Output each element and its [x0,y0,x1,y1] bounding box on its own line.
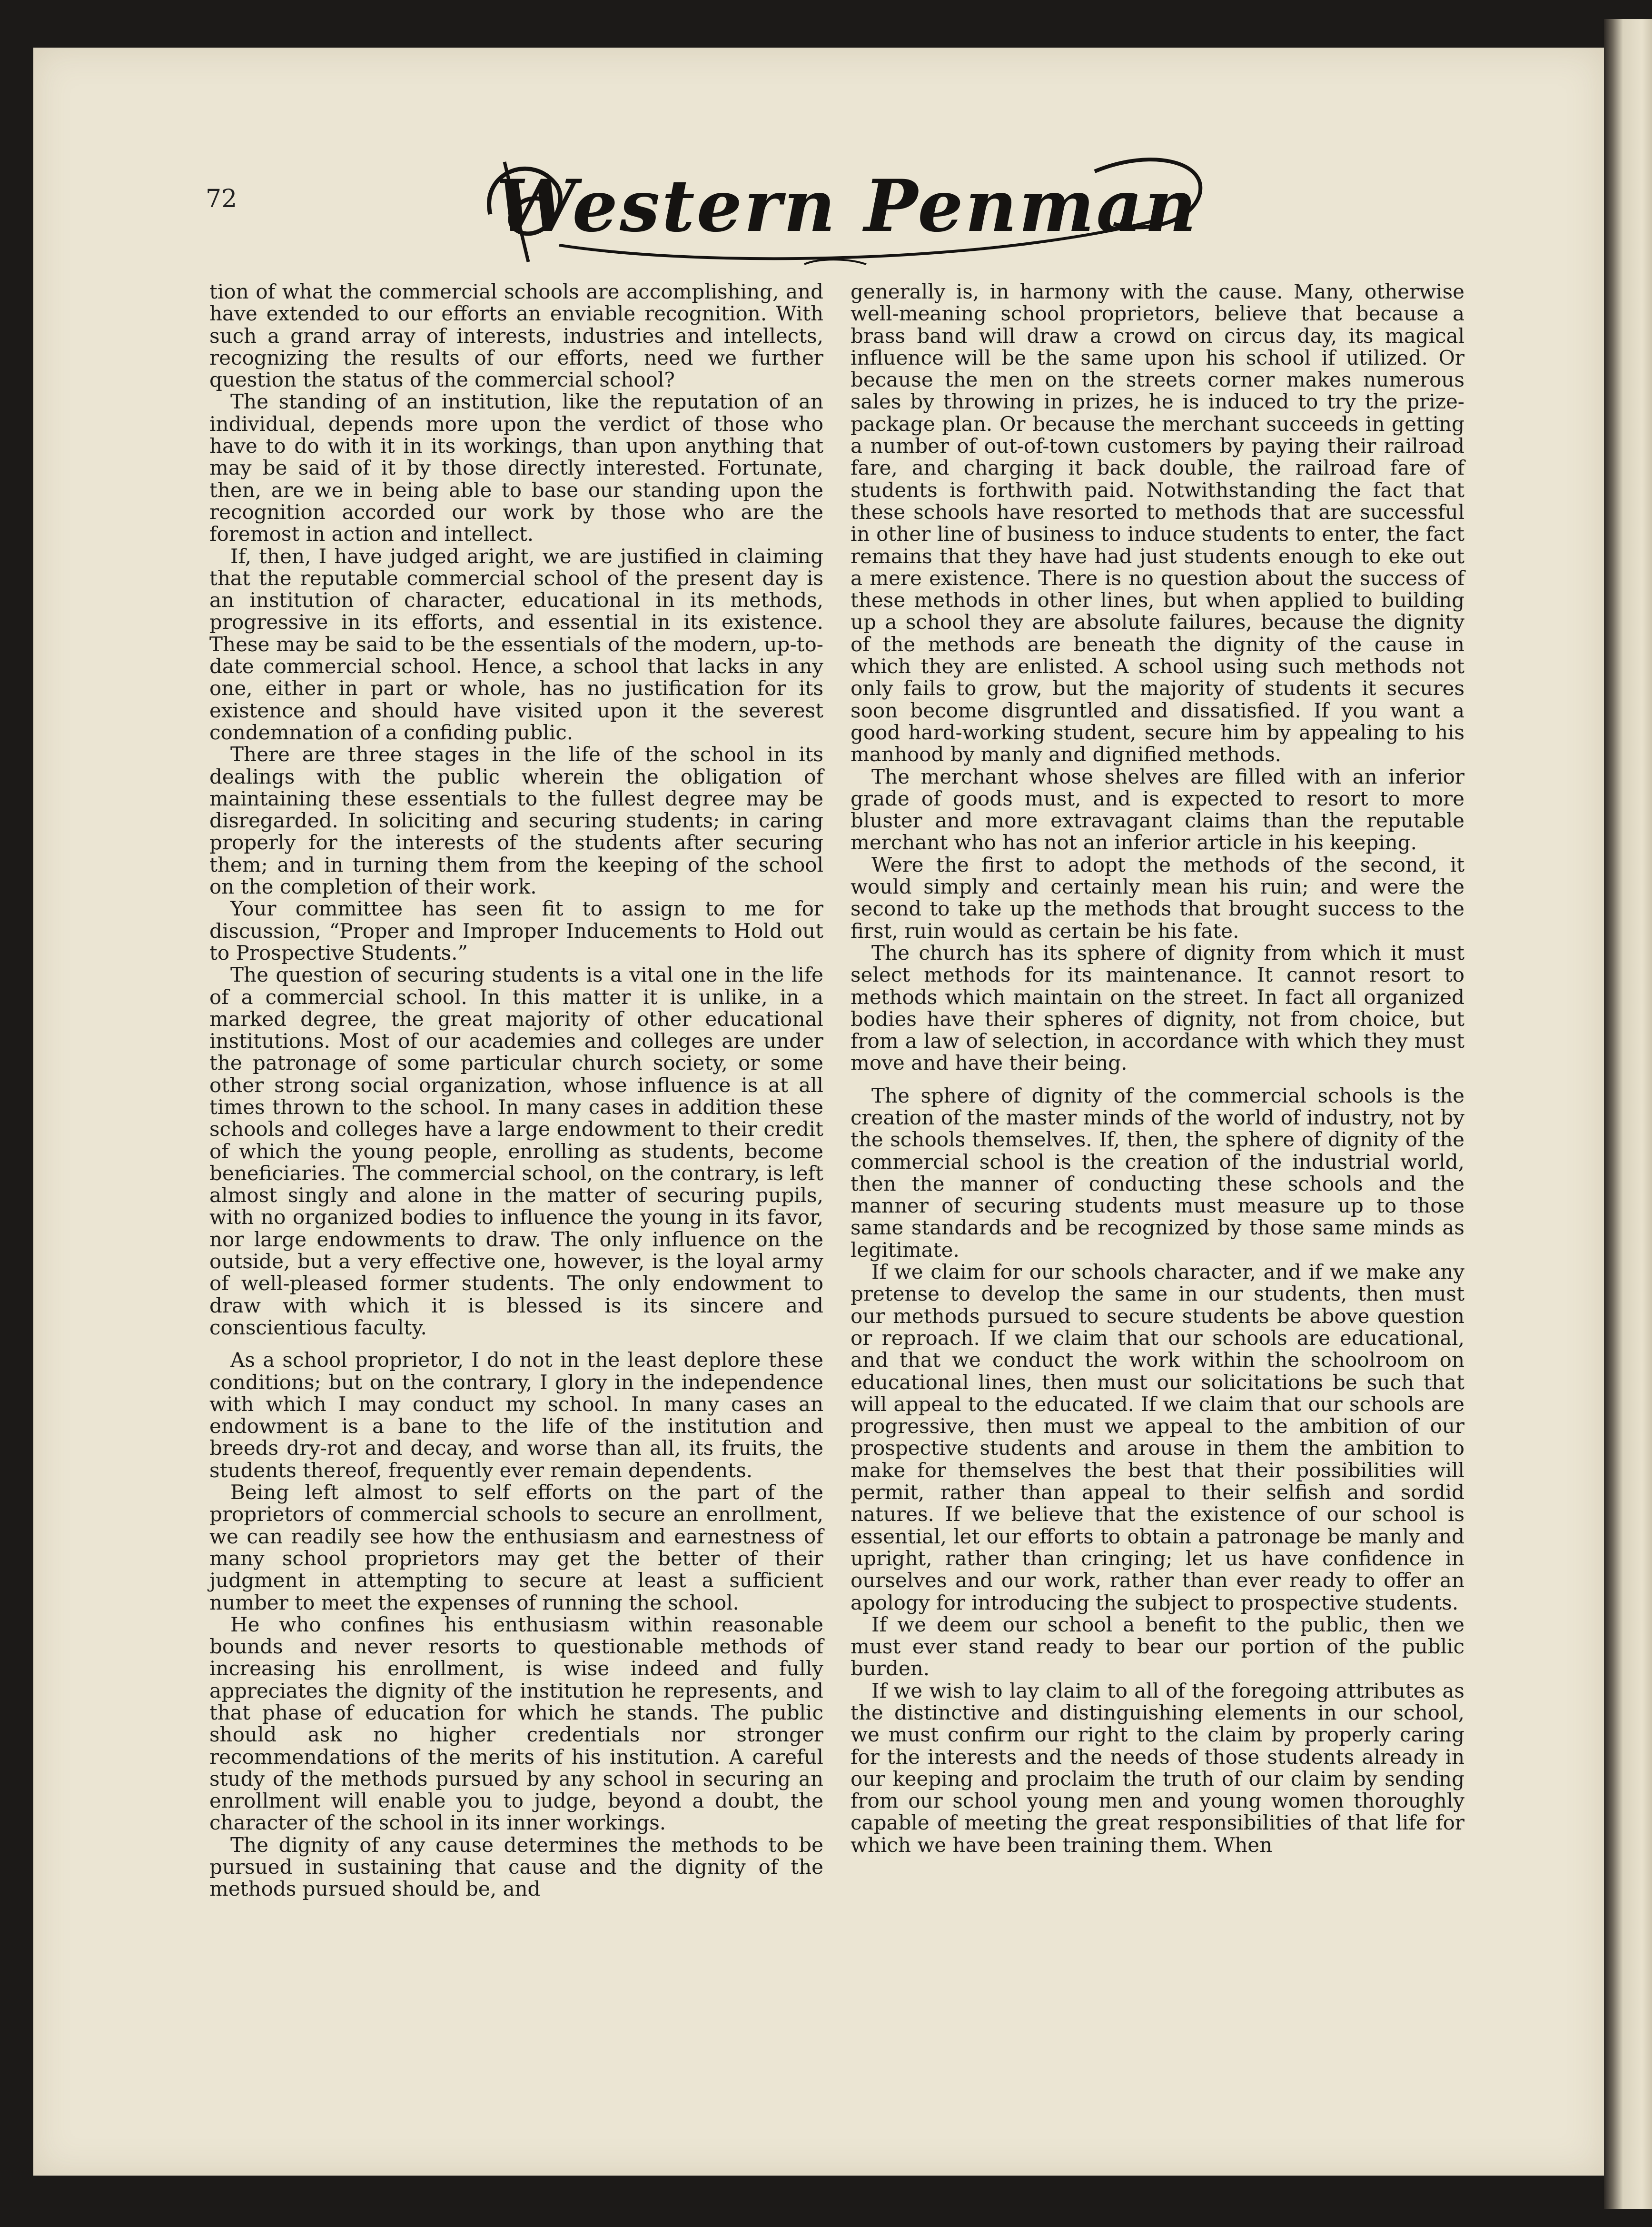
adjacent-page-edge [1604,19,1652,2209]
paragraph: If we deem our school a benefit to the public, then we must ever stand ready to bear our portion of the public burden. [851,1612,1464,1680]
paragraph: The dignity of any cause determines the methods to be pursued in sustaining that cause and the dignity of the methods pursued should be, and [209,1833,823,1901]
paragraph: He who confines his enthusiasm within reasonable bounds and never resorts to questionable methods of increasing his enrollment, is wise indeed and fully appreciates the dignity of the institution he represents, and that phase of education for which he stands. The public should ask no higher credentials nor stronger recommendations of the merits of his institution. A careful study of the methods pursued by any school in securing an enrollment will enable you to judge, beyond a doubt, the character of the school in its inner workings. [209,1612,823,1835]
paragraph: Your committee has seen fit to assign to me for discussion, “Proper and Improper Inducements to Hold out to Prospective Students.” [209,897,823,964]
paragraph: The merchant whose shelves are filled with an inferior grade of goods must, and is expected to resort to more bluster and more extravagant claims than the reputable merchant who has not an inferior article in his keeping. [851,765,1464,855]
paragraph: Were the first to adopt the methods of the second, it would simply and certainly mean his ruin; and were the second to take up the methods that brought success to the first, ruin would as certain be his fate. [851,853,1464,943]
paragraph: As a school proprietor, I do not in the least deplore these conditions; but on the contrary, I glory in the independence with which I may conduct my school. In many cases an endowment is a bane to the life of the institution and breeds dry-rot and decay, and worse than all, its fruits, the students thereof, frequently ever remain dependents. [209,1348,823,1482]
paragraph: The standing of an institution, like the reputation of an individual, depends more upon the verdict of those who have to do with it in its workings, than upon anything that may be said of it by those directly interested. Fortunate, then, are we in being able to base our standing upon the recognition accorded our work by those who are the foremost in action and intellect. [209,390,823,546]
paragraph: If we claim for our schools character, and if we make any pretense to develop the same in our students, then must our methods pursued to secure students be above question or reproach. If we claim that our schools are educational, and that we conduct the work within the schoolroom on educational lines, then must our solicitations be such that will appeal to the educated. If we claim that our schools are progressive, then must we appeal to the ambition of our prospective students and arouse in them the ambition to make for themselves the best that their possibilities will permit, rather than appeal to their selfish and sordid natures. If we believe that the existence of our school is essential, let our efforts to obtain a patronage be manly and upright, rather than cringing; let us have confidence in ourselves and our work, rather than ever ready to offer an apology for introducing the subject to prospective students. [851,1260,1464,1614]
paragraph: There are three stages in the life of the school in its dealings with the public wherein the obligation of maintaining these essentials to the fullest degree may be disregarded. In soliciting and securing students; in caring properly for the interests of the students after securing them; and in turning them from the keeping of the school on the completion of their work. [209,743,823,899]
page-number: 72 [206,185,237,213]
right-article-column [851,281,1464,1856]
paragraph: The sphere of dignity of the commercial schools is the creation of the master minds of the world of industry, not by the schools themselves. If, then, the sphere of dignity of the commercial school is the creation of the industrial world, then the manner of conducting these schools and the manner of securing students must measure up to those same standards and be recognized by those same minds as legitimate. [851,1084,1464,1262]
paragraph: Being left almost to self efforts on the part of the proprietors of commercial schools to secure an enrollment, we can readily see how the enthusiasm and earnestness of many school proprietors may get the better of their judgment in attempting to secure at least a sufficient number to meet the expenses of running the school. [209,1481,823,1614]
paragraph: generally is, in harmony with the cause. Many, otherwise well-meaning school proprietors, believe that because a brass band will draw a crowd on circus day, its magical influence will be the same upon his school if utilized. Or because the men on the streets corner makes numerous sales by throwing in prizes, he is induced to try the prize-package plan. Or because the merchant succeeds in getting a number of out-of-town customers by paying their railroad fare, and charging it back double, the railroad fare of students is forthwith paid. Notwithstanding the fact that these schools have resorted to methods that are successful in other line of business to induce students to enter, the fact remains that they have had just students enough to eke out a mere existence. There is no question about the success of these methods in other lines, but when applied to building up a school they are absolute failures, because the dignity of the methods are beneath the dignity of the cause in which they are enlisted. A school using such methods not only fails to grow, but the majority of students it secures soon become disgruntled and dissatisfied. If you want a good hard-working student, secure him by appealing to his manhood by manly and dignified methods. [851,280,1464,766]
paragraph: The question of securing students is a vital one in the life of a commercial school. In this matter it is unlike, in a marked degree, the great majority of other educational institutions. Most of our academies and colleges are under the patronage of some particular church society, or some other strong social organization, whose influence is at all times thrown to the school. In many cases in addition these schools and colleges have a large endowment to their credit of which the young people, enrolling as students, become beneficiaries. The commercial school, on the contrary, is left almost singly and alone in the matter of securing pupils, with no organized bodies to influence the young in its favor, nor large endowments to draw. The only influence on the outside, but a very effective one, however, is the loyal army of well-pleased former students. The only endowment to draw with which it is blessed is its sincere and conscientious faculty. [209,963,823,1339]
masthead-logo [476,143,1218,276]
paragraph: If we wish to lay claim to all of the foregoing attributes as the distinctive and distinguishing elements in our school, we must confirm our right to the claim by properly caring for the interests and the needs of those students already in our keeping and proclaim the truth of our claim by sending from our school young men and young women thoroughly capable of meeting the great responsibilities of that life for which we have been training them. When [851,1679,1464,1857]
paragraph: The church has its sphere of dignity from which it must select methods for its maintenance. It cannot resort to methods which maintain on the street. In fact all organized bodies have their spheres of dignity, not from choice, but from a law of selection, in accordance with which they must move and have their being. [851,941,1464,1075]
masthead-title: Western Penman [496,164,1198,248]
paragraph: If, then, I have judged aright, we are justified in claiming that the reputable commercial school of the present day is an institution of character, educational in its methods, progressive in its efforts, and essential in its existence. These may be said to be the essentials of the modern, up-to-date commercial school. Hence, a school that lacks in any one, either in part or whole, has no justification for its existence and should have visited upon it the severest condemnation of a confiding public. [209,544,823,744]
left-article-column [209,281,823,1900]
paragraph: tion of what the commercial schools are accomplishing, and have extended to our efforts an enviable recognition. With such a grand array of interests, industries and intellects, recognizing the results of our efforts, need we further question the status of the commercial school? [209,280,823,392]
